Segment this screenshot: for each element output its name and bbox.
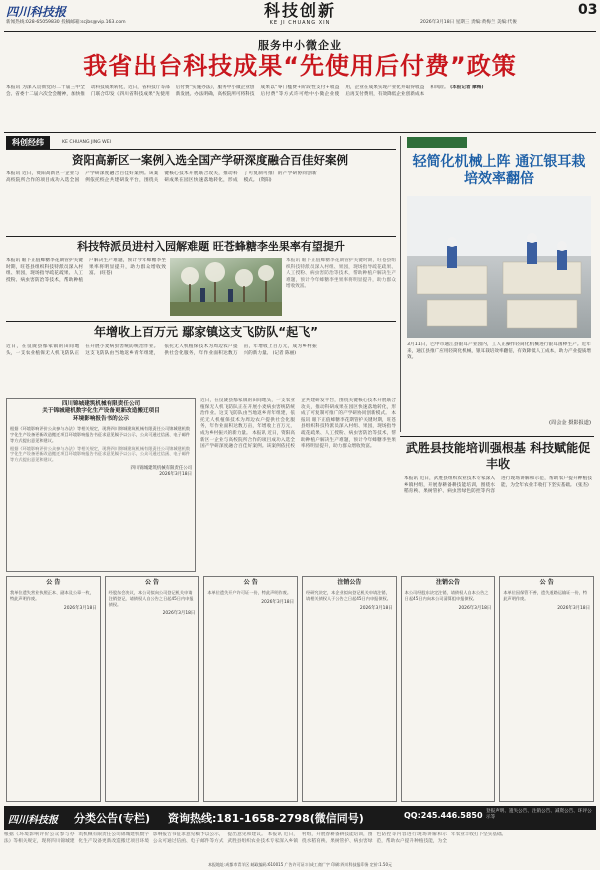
orchard-icon [170, 258, 282, 316]
column-bar-title [6, 136, 50, 149]
masthead-divider [4, 31, 596, 32]
column-bar-title-text: 科创经纬 [12, 138, 44, 147]
notice-body: 本公司经股东决定注销，请债权人自本公告之日起45日内向本公司清算组申报债权。 [404, 590, 489, 601]
tepai-body-repeat: 本报讯 眼下正值蜂糖李花期管护关键时期，旺苍县组织科技特派员深入村组、果园，现场指导疏花疏果、人工授粉、病虫害防治等技术，帮助种植户解决生产难题，预计今年蜂糖李坐果率将明显提升，助力群众增收致富。 [286, 258, 396, 290]
page-number: 03 [578, 2, 598, 18]
masthead [0, 0, 600, 34]
column-bar [6, 136, 396, 150]
notice-title: 公 告 [539, 579, 554, 586]
column-bar-title-en: KE CHUANG JING WEI [62, 140, 111, 145]
env-notice-body: 根据《环境影响评价公众参与办法》等相关规定，现将四川锦城建筑机械有限责任公司锦城建机数字化生产设备更新改造搬迁项目环境影响报告书征求意见稿予以公示，公众可通过信函、电子邮件等方式提出意见和建议。 [10, 426, 191, 443]
gaoxin-continued-text: 本报讯 近日，资阳高新区一企业与高校院所合作的项目成功入选全国产学研深度融合百佳好案例。该案例依托校企共建研发平台，围绕关键核心技术开展联合攻关，推动科研成果在园区快速落地转化，形成了可复制可推广的产学研协同创新模式。 [200, 398, 396, 450]
ad-bar [4, 806, 596, 830]
notice-sign: 2026年3月18日 [458, 605, 492, 611]
notice-body: 本单位遗失开户许可证一份，特此声明作废。 [207, 590, 292, 595]
wusheng-body [404, 476, 592, 572]
zheng-body [6, 344, 396, 394]
env-notice-title: 四川锦城建筑机械有限责任公司 关于锦城建机数字化生产设备更新改造搬迁项目 环境影响报告书的公示 [42, 401, 160, 422]
wusheng-credit: (张杰) [575, 482, 589, 488]
classified-text: 根据《环境影响评价公众参与办法》等相关规定，现将四川锦城建筑机械有限责任公司锦城建机数字化生产设备更新改造搬迁项目环境影响报告书征求意见稿予以公示，公众可通过信函、电子邮件等方式提出意见和建议。 [4, 832, 266, 844]
notice-body: 经研究决定，本企业拟向登记机关申请注销，请相关债权人于公告之日起45日内申报债权。 [306, 590, 391, 601]
paper-name: 四川科技报 [6, 5, 67, 19]
notice-sign: 2026年3月18日 [359, 605, 393, 611]
issue-info: 2026年3月18日 星期三 责编:黄梅兰 美编:代俊 [420, 20, 517, 25]
masthead-phones: 新闻热线:028-65059830 投稿邮箱:scjbs@vip.163.com [6, 20, 126, 25]
tepai-body-text: 本报讯 眼下正值蜂糖李花期管护关键时期，旺苍县组织科技特派员深入村组、果园，现场指导疏花疏果、人工授粉、病虫害防治等技术，帮助种植户解决生产难题，预计今年蜂糖李坐果率将明显提升，助力群众增收致富。 [6, 258, 166, 283]
zheng-credit: (记者 陈丽) [272, 350, 297, 356]
notice-sign: 2026年3月18日 [162, 611, 196, 617]
zheng-continued-text: 近日，在仪陇县鄢家镇的田间地头，一支农业植保无人机飞防队正在开展小麦病虫害统防统治作业。这支飞防队由当地返乡青年组建，依托无人机植保技术为周边农户提供社会化服务，年作业面积达数万亩，年增收上百万元，成为乡村振兴的新力量。 [200, 398, 295, 436]
zheng-body-text: 近日，在仪陇县鄢家镇的田间地头，一支农业植保无人机飞防队正在开展小麦病虫害统防统治作业。这支飞防队由当地返乡青年组建，依托无人机植保技术为周边农户提供社会化服务，年作业面积达数万亩，年增收上百万元，成为乡村振兴的新力量。 [6, 344, 317, 356]
lead-divider [4, 132, 596, 133]
ad-bar-side: 登报声明、遗失公告、注销公告、减资公告、环评公示等 [486, 809, 592, 821]
jiaoqi-headline: 轻简化机械上阵 通江银耳栽培效率翻倍 [412, 154, 586, 187]
tepai-photo [170, 258, 282, 316]
right-column-tag [407, 137, 467, 148]
lead-body [6, 85, 594, 129]
notice-box [105, 576, 200, 802]
wusheng-body-text: 本报讯 近日，武胜县组织农业技术专家深入乡镇村组，开展春耕备耕技能培训，围绕水稻育秧、果树管护、病虫害绿色防控等内容进行现场讲解和示范，帮助农户提升种植技能，为全年农业丰收打下坚实基础。 [404, 476, 592, 495]
gaoxin-body [6, 171, 396, 233]
tepai-continued-text: 本报讯 眼下正值蜂糖李花期管护关键时期，旺苍县组织科技特派员深入村组、果园，现场指导疏花疏果、人工授粉、病虫害防治等技术，帮助种植户解决生产难题，预计今年蜂糖李坐果率将明显提升，助力群众增收致富。 [301, 411, 396, 450]
section-title [240, 2, 360, 27]
notices-grid [6, 576, 594, 802]
lead-kicker: 服务中小微企业 [258, 39, 342, 52]
factory-workers-icon [407, 196, 591, 338]
tepai-credit: (旺苍) [99, 271, 113, 277]
ad-bar-hotline: 资询热线:181-1658-2798(微信同号) [168, 812, 364, 825]
wusheng-divider [400, 436, 594, 437]
ad-bar-label: 分类公告(专栏) [74, 812, 151, 825]
notice-box [203, 576, 298, 802]
zheng-divider-top [6, 321, 396, 322]
env-notice-sign: 四川锦城建筑机械有限责任公司 2026年3月18日 [130, 466, 192, 477]
notice-body: 本单位因保管不善，遗失道路运输证一份，特此声明作废。 [503, 590, 588, 601]
notice-sign: 2026年3月18日 [63, 605, 97, 611]
footer: 本报地址:成都市青羊区 邮政编码:610015 广告许可证:川成工商广字 印刷:四川科技报印务 定价:1.50元 [208, 862, 392, 867]
classified-text-2: 本报讯 近日，武胜县组织农业技术专家深入乡镇村组，开展春耕备耕技能培训，围绕水稻育秧、果树管护、病虫害绿色防控等内容进行现场讲解和示范，帮助农户提升种植技能，为全年农业丰收打下坚实基础。 [227, 832, 507, 844]
gaoxin-divider [6, 236, 396, 237]
notice-box [499, 576, 594, 802]
zheng-headline: 年增收上百万元 鄢家镇这支飞防队“起飞” [94, 325, 318, 339]
tepai-body [6, 258, 166, 316]
notice-title: 公 告 [243, 579, 258, 586]
column-bar-line [6, 149, 396, 150]
notice-box [302, 576, 397, 802]
jiaoqi-photo [407, 196, 591, 338]
zheng-body-continued [200, 398, 396, 572]
notice-title: 注销公告 [435, 579, 460, 586]
classified-strip [4, 832, 596, 860]
jiaoqi-caption [407, 342, 591, 422]
tepai-body-right [286, 258, 396, 316]
notice-body: 经股东会决议，本公司拟向公司登记机关申请注销登记，请债权人自公告之日起45日内申报债权。 [108, 590, 194, 607]
tepai-headline: 科技特派员进村入园解难题 旺苍蜂糖李坐果率有望提升 [77, 240, 345, 253]
env-notice-body-more: 根据《环境影响评价公众参与办法》等相关规定，现将四川锦城建筑机械有限责任公司锦城建机数字化生产设备更新改造搬迁项目环境影响报告书征求意见稿予以公示，公众可通过信函、电子邮件等方式提出意见和建议。 [10, 445, 191, 463]
jiaoqi-caption-text: 3月11日，巴中市通江县银耳产业园内，工人正操作轻简化机械进行银耳菌棒生产。近年来，通江县推广应用轻简化机械，银耳栽培效率翻倍，有效降低人工成本，助力产业提质增效。 [407, 342, 591, 361]
gaoxin-headline: 资阳高新区一案例入选全国产学研深度融合百佳好案例 [72, 153, 348, 167]
notice-title: 公 告 [46, 579, 61, 586]
notice-box [401, 576, 496, 802]
paper-logo [6, 3, 66, 20]
lead-headline: 我省出台科技成果“先使用后付费”政策 [83, 52, 517, 80]
ad-bar-paper: 四川科技报 [8, 815, 58, 826]
notice-title: 注销公告 [337, 579, 362, 586]
lead-credit: (本报记者 摩梅) [450, 85, 484, 90]
section-name: 科技创新 [263, 1, 336, 20]
notice-sign: 2026年3月18日 [557, 605, 590, 611]
lead-body-text: 本报讯 为深入贯彻党的二十届三中全会、省委十二届六次全会精神，加快推动科技成果转化，近日，省科技厅等部门联合印发《四川省科技成果“先使用后付费”实施办法》，服务中小微企业创新发展。办法明确，高校院所可将科技成果以“零门槛费+阶段性支付+收益后付费”等方式许可给中小微企业使用，企业在成果实现产业化并取得收益后再支付费用，有效降低企业创新成本和风险。 [6, 85, 449, 97]
notice-title: 公 告 [144, 579, 160, 586]
gaoxin-credit: (资阳) [258, 177, 272, 183]
gaoxin-body-text: 本报讯 近日，资阳高新区一企业与高校院所合作的项目成功入选全国产学研深度融合百佳好案例。该案例依托校企共建研发平台，围绕关键核心技术开展联合攻关，推动科研成果在园区快速落地转化，形成了可复制可推广的产学研协同创新模式。 [6, 171, 317, 183]
wusheng-headline: 武胜县技能培训强根基 科技赋能促丰收 [405, 441, 591, 471]
notice-sign: 2026年3月18日 [261, 599, 294, 605]
notice-body: 我单位遗失营业执照正本、副本及公章一枚，特此声明作废。 [10, 590, 94, 601]
right-column [400, 136, 595, 432]
section-name-en: KE JI CHUANG XIN [269, 20, 331, 26]
notice-box [6, 576, 101, 802]
ad-bar-qq: QQ:245.446.5850 [404, 811, 483, 820]
jiaoqi-credit: (周会金 摄影报道) [548, 420, 591, 426]
env-notice [6, 398, 196, 572]
